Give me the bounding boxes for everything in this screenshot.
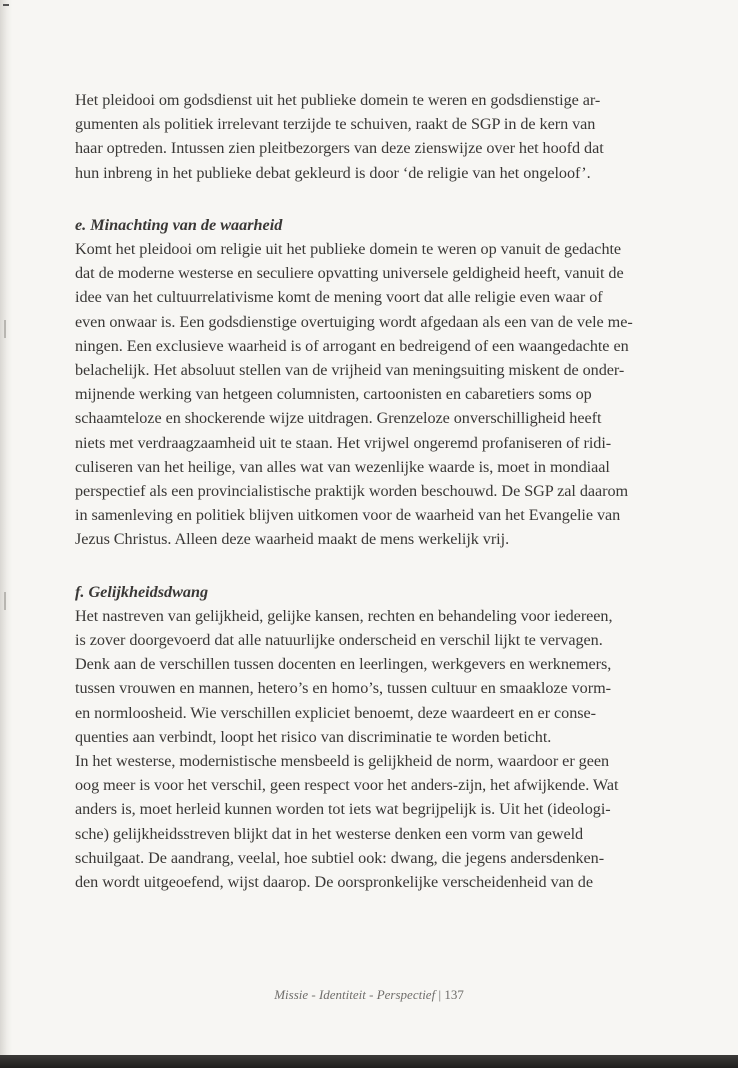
page-body [75, 88, 660, 894]
running-title: Missie - Identiteit - Perspectief [274, 987, 436, 1002]
text-line: anders is, moet herleid kunnen worden tot iets wat begrijpelijk is. Uit het (ideologi- [75, 800, 611, 819]
text-line: Jezus Christus. Alleen deze waarheid maakt de mens werkelijk vrij. [75, 530, 510, 549]
text-line: den wordt uitgeoefend, wijst daarop. De oorspronkelijke verscheidenheid van de [75, 873, 593, 892]
footer-separator: | [435, 987, 445, 1002]
text-line: Denk aan de verschillen tussen docenten en leerlingen, werkgevers en werknemers, [75, 655, 612, 674]
text-line: Komt het pleidooi om religie uit het publieke domein te weren op vanuit de gedachte [75, 240, 622, 259]
page-number: 137 [444, 987, 464, 1002]
text-line: haar optreden. Intussen zien pleitbezorgers van deze zienswijze over het hoofd dat [75, 139, 604, 158]
text-line: dat de moderne westerse en seculiere opvatting universele geldigheid heeft, vanuit de [75, 264, 624, 283]
text-line: schuilgaat. De aandrang, veelal, hoe subtiel ook: dwang, die jegens andersdenken- [75, 848, 605, 867]
section-heading-e: e. Minachting van de waarheid [75, 215, 283, 234]
scan-corner-mark [3, 4, 9, 6]
text-line: hun inbreng in het publieke debat gekleurd is door ‘de religie van het ongeloof’. [75, 163, 591, 182]
paragraph-mensbeeld [75, 749, 660, 894]
text-line: sche) gelijkheidsstreven blijkt dat in het westerse denken een vorm van geweld [75, 824, 584, 843]
text-line: even onwaar is. Een godsdienstige overtuiging wordt afgedaan als een van de vele me- [75, 312, 633, 331]
text-line: tussen vrouwen en mannen, hetero’s en homo’s, tussen cultuur en smaakloze vorm- [75, 679, 611, 698]
text-line: gumenten als politiek irrelevant terzijde te schuiven, raakt de SGP in de kern van [75, 115, 596, 134]
text-line: culiseren van het heilige, van alles wat van wezenlijke waarde is, moet in mondiaal [75, 457, 610, 476]
paragraph-gelijkheidsdwang [75, 604, 660, 749]
text-line: in samenleving en politiek blijven uitkomen voor de waarheid van het Evangelie van [75, 506, 621, 525]
text-line: is zover doorgevoerd dat alle natuurlijke onderscheid en verschil lijkt te vervagen. [75, 631, 603, 650]
paragraph-minachting [75, 237, 660, 552]
page-binding-edge [0, 0, 12, 1068]
text-line: schaamteloze en shockerende wijze uitdragen. Grenzeloze onverschilligheid heeft [75, 409, 602, 428]
text-line: belachelijk. Het absoluut stellen van de vrijheid van meningsuiting miskent de onder- [75, 361, 625, 380]
scan-bottom-edge [0, 1055, 738, 1068]
text-line: ningen. Een exclusieve waarheid is of arrogant en bedreigend of een waangedachte en [75, 336, 629, 355]
text-line: In het westerse, modernistische mensbeeld is gelijkheid de norm, waardoor er geen [75, 752, 610, 771]
section-heading-f: f. Gelijkheidsdwang [75, 582, 209, 601]
page-footer [0, 987, 738, 1003]
text-line: Het pleidooi om godsdienst uit het publieke domein te weren en godsdienstige ar- [75, 91, 601, 109]
text-line: niets met verdraagzaamheid uit te staan. Het vrijwel ongeremd profaniseren of ridi- [75, 433, 612, 452]
text-line: oog meer is voor het verschil, geen respect voor het anders-zijn, het afwijkende. Wat [75, 776, 619, 795]
text-line: en normloosheid. Wie verschillen expliciet benoemt, deze waardeert en er conse- [75, 703, 596, 722]
text-line: mijnende werking van hetgeen columnisten, cartoonisten en cabaretiers soms op [75, 385, 592, 404]
text-line: Het nastreven van gelijkheid, gelijke kansen, rechten en behandeling voor iedereen, [75, 606, 613, 625]
text-line: quenties aan verbindt, loopt het risico van discriminatie te worden beticht. [75, 727, 552, 746]
scan-edge-tick [4, 320, 6, 338]
paragraph-intro [75, 88, 660, 185]
text-line: idee van het cultuurrelativisme komt de mening voort dat alle religie even waar of [75, 288, 603, 307]
text-line: perspectief als een provincialistische praktijk worden beschouwd. De SGP zal daarom [75, 482, 629, 501]
scan-edge-tick [4, 592, 6, 610]
